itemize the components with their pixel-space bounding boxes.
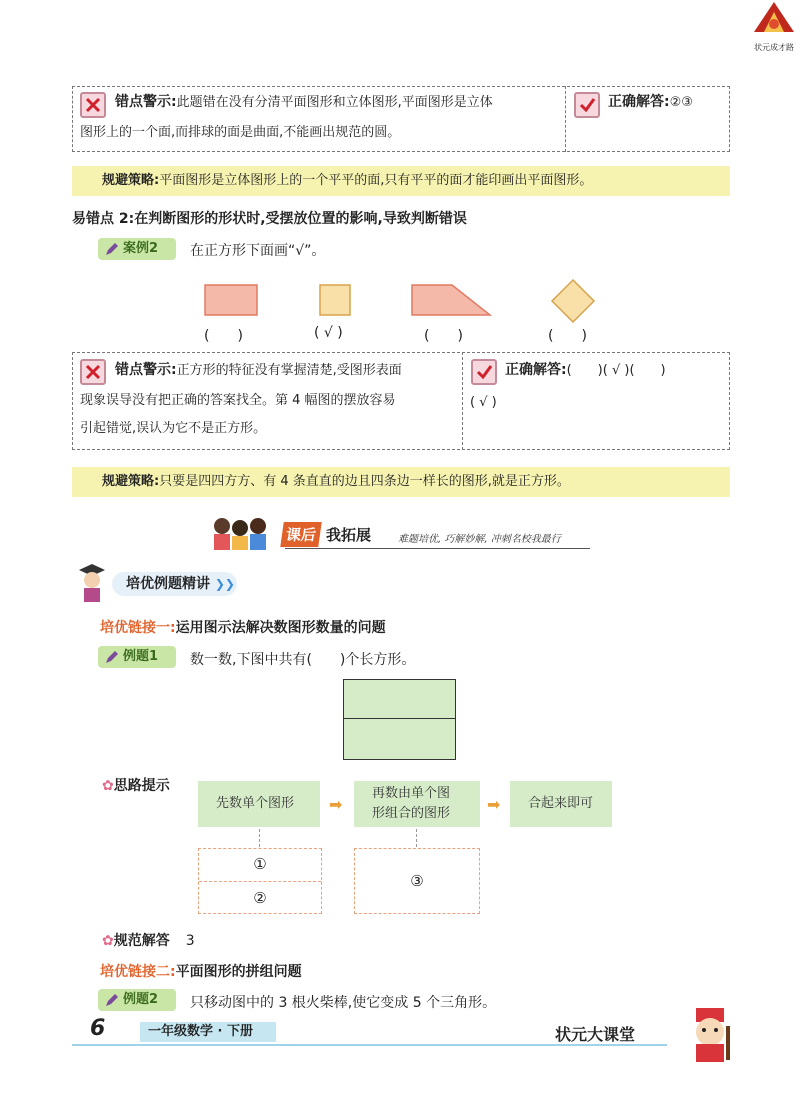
pencil-icon-2 — [104, 649, 120, 665]
shapes-row — [0, 270, 800, 330]
logo — [748, 0, 800, 52]
flow-step-3 — [510, 781, 612, 827]
arrow-right-icon-2: ➡ — [487, 795, 501, 814]
flower-icon-2: ✿ — [102, 933, 114, 949]
box1-error — [115, 88, 560, 117]
example1-tag — [98, 646, 176, 668]
link2-label: 培优链接二: — [100, 964, 176, 980]
check-icon — [574, 92, 600, 118]
footer-brand: 状元大课堂 — [555, 1025, 636, 1044]
error2-text-2: 现象误导没有把正确的答案找全。第 4 幅图的摆放容易 — [80, 393, 396, 408]
example2-text: 只移动图中的 3 根火柴棒,使它变成 5 个三角形。 — [190, 995, 497, 1011]
answer2-line-2: ( √ ) — [470, 395, 497, 410]
link2-text: 平面图形的拼组问题 — [175, 964, 302, 980]
example2-tag — [98, 989, 176, 1011]
hint-row — [102, 775, 170, 795]
logo-text: 状元成才路 — [754, 43, 794, 52]
point-label: 易错点 2: — [72, 211, 135, 227]
rectangle-divider — [344, 718, 455, 719]
error2-text-1: 正方形的特征没有掌握清楚,受图形表面 — [176, 363, 402, 378]
flow-step-2-line-1: 再数由单个图 — [372, 786, 451, 801]
solution-label: 规范解答 — [113, 933, 170, 949]
pencil-icon-3 — [104, 992, 120, 1008]
box2-divider — [462, 352, 463, 450]
box2-answer — [505, 356, 727, 385]
mascot-icon — [678, 1006, 742, 1066]
box2-error — [115, 356, 460, 385]
cross-icon — [80, 92, 106, 118]
double-chevron-icon: ❯❯ — [214, 577, 235, 591]
footer-book-title: 一年级数学 · 下册 — [148, 1024, 253, 1039]
solution-row — [102, 930, 195, 950]
children-illustration — [208, 514, 272, 554]
error-point-2 — [72, 208, 467, 228]
solution-value: 3 — [185, 933, 195, 949]
flow-step-2-line-2: 形组合的图形 — [372, 806, 451, 821]
shape-answer-1[interactable]: ( ) — [204, 328, 243, 344]
arrow-right-icon: ➡ — [329, 795, 343, 814]
subshape-divider — [199, 881, 321, 882]
rectangle-shape — [205, 285, 257, 315]
banner-slogan: 难题培优, 巧解妙解, 冲刺名校我最行 — [398, 534, 561, 545]
section-title: 培优例题精讲 — [126, 576, 210, 592]
rotated-square-shape — [552, 280, 594, 322]
example1-text: 数一数,下图中共有( )个长方形。 — [190, 652, 416, 668]
subshape-label-2: ② — [253, 889, 267, 907]
link1-label: 培优链接一: — [100, 620, 176, 636]
flow-step-3-text: 合起来即可 — [528, 796, 594, 811]
error-label-2: 错点警示: — [115, 362, 177, 378]
strategy-bar-1 — [72, 166, 730, 196]
banner-title-1: 课后 — [280, 522, 322, 547]
example1-tag-label: 例题1 — [123, 649, 159, 664]
link1 — [100, 617, 386, 637]
strategy-label: 规避策略: — [102, 173, 160, 188]
error-text-2: 图形上的一个面,而排球的面是曲面,不能画出规范的圆。 — [80, 125, 401, 140]
link1-text: 运用图示法解决数图形数量的问题 — [175, 620, 386, 636]
error2-text-3: 引起错觉,误认为它不是正方形。 — [80, 421, 267, 436]
flow-step-1 — [198, 781, 320, 827]
strategy2-text: 只要是四四方方、有 4 条直直的边且四条边一样长的图形,就是正方形。 — [159, 474, 570, 489]
box1-divider — [565, 86, 566, 152]
strategy-text: 平面图形是立体图形上的一个平平的面,只有平平的面才能印画出平面图形。 — [159, 173, 593, 188]
subshape-box-1 — [198, 848, 322, 914]
section-header — [112, 572, 237, 596]
flow-step-1-text: 先数单个图形 — [216, 796, 295, 811]
square-shape — [320, 285, 350, 315]
answer-label: 正确解答: — [608, 94, 670, 110]
pencil-icon — [104, 241, 120, 257]
link2 — [100, 961, 302, 981]
case-tag-label: 案例2 — [123, 241, 159, 256]
strategy-bar-2 — [72, 467, 730, 497]
shape-answer-2[interactable]: ( √ ) — [314, 325, 343, 341]
rectangle-figure — [343, 679, 456, 760]
banner-underline — [285, 548, 590, 549]
strategy2-label: 规避策略: — [102, 474, 160, 489]
check-icon-2 — [471, 359, 497, 385]
shape-answer-3[interactable]: ( ) — [424, 328, 463, 344]
subshape-label-3: ③ — [410, 872, 424, 890]
answer-label-2: 正确解答: — [505, 362, 567, 378]
subshape-label-1: ① — [253, 855, 267, 873]
answer-value: ②③ — [669, 95, 693, 110]
error-text-1: 此题错在没有分清平面图形和立体图形,平面图形是立体 — [176, 95, 493, 110]
cross-icon-2 — [80, 359, 106, 385]
error-label: 错点警示: — [115, 94, 177, 110]
flow-step-2 — [354, 781, 480, 827]
shape-answer-4[interactable]: ( ) — [548, 328, 587, 344]
connector-1 — [259, 829, 260, 847]
teacher-icon — [75, 562, 109, 604]
hint-label: 思路提示 — [113, 778, 170, 794]
trapezoid-shape — [412, 285, 490, 315]
case-tag — [98, 238, 176, 260]
banner-title — [282, 522, 371, 548]
footer-book — [140, 1022, 276, 1042]
connector-2 — [416, 829, 417, 847]
answer2-line-1: ( )( √ )( ) — [566, 363, 666, 378]
example2-tag-label: 例题2 — [123, 992, 159, 1007]
point-text: 在判断图形的形状时,受摆放位置的影响,导致判断错误 — [134, 211, 467, 227]
case-text: 在正方形下面画“√”。 — [190, 243, 326, 259]
flower-icon: ✿ — [102, 778, 114, 794]
subshape-box-2 — [354, 848, 480, 914]
logo-mountain-icon — [748, 0, 800, 36]
box1-answer — [608, 88, 728, 117]
page-number: 6 — [90, 1016, 106, 1041]
banner-title-2: 我拓展 — [326, 526, 372, 544]
